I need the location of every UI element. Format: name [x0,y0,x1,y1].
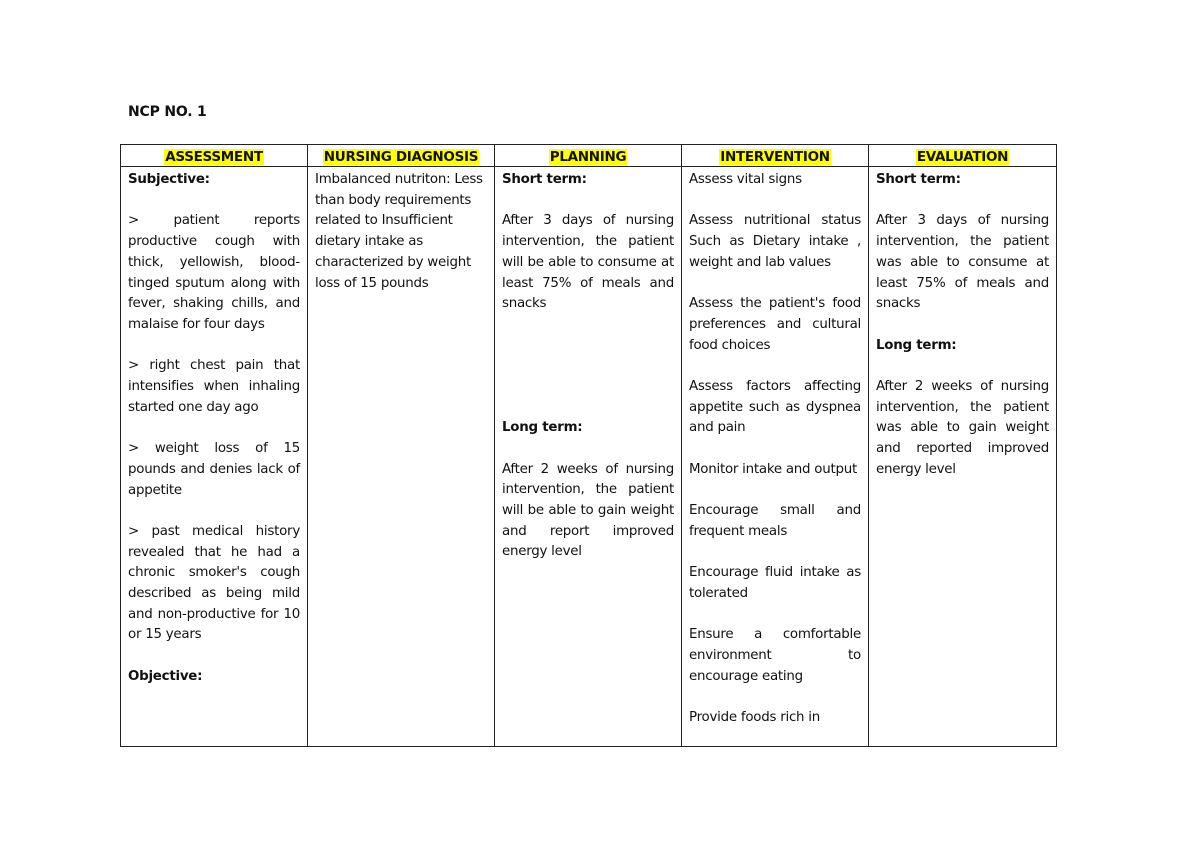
evaluation-short-text: After 3 days of nursing intervention, the patient was able to consume at least 75% of meals and snacks [876,213,1049,312]
header-planning-label: PLANNING [549,149,627,165]
assessment-cell [121,167,308,747]
intervention-item: Assess the patient's food preferences and cultural food choices [689,296,861,353]
diagnosis-cell [308,167,495,747]
header-diagnosis-label: NURSING DIAGNOSIS [323,149,479,165]
content-row [121,167,1057,747]
intervention-item: Encourage fluid intake as tolerated [689,565,861,601]
page-title: NCP NO. 1 [128,104,207,120]
planning-short-text: After 3 days of nursing intervention, the patient will be able to consume at least 75% of meals and snacks [502,213,674,312]
evaluation-long-label: Long term: [876,337,957,353]
intervention-item: Assess nutritional status Such as Dietary intake , weight and lab values [689,213,861,270]
header-intervention-label: INTERVENTION [720,149,830,165]
planning-short-label: Short term: [502,172,587,187]
header-diagnosis [308,145,495,167]
header-evaluation-label: EVALUATION [916,149,1009,165]
header-assessment-label: ASSESSMENT [165,149,263,165]
header-evaluation [869,145,1057,167]
diagnosis-text: Imbalanced nutriton: Less than body requirements related to Insufficient dietary intake as characterized by weight loss of 15 pounds [315,172,483,291]
evaluation-long-text: After 2 weeks of nursing intervention, the patient was able to gain weight and reported improved energy level [876,378,1049,477]
header-row [121,145,1057,167]
intervention-item: Encourage small and frequent meals [689,503,861,539]
intervention-item: Monitor intake and output [689,461,857,477]
assessment-item: > right chest pain that intensifies when inhaling started one day ago [128,358,300,415]
ncp-table [120,144,1057,747]
header-planning [495,145,682,167]
subjective-label: Subjective: [128,172,210,187]
header-intervention [682,145,869,167]
assessment-item: > weight loss of 15 pounds and denies lack of appetite [128,441,300,498]
planning-long-text: After 2 weeks of nursing intervention, the patient will be able to gain weight and report improved energy level [502,461,674,560]
assessment-item: > patient reports productive cough with thick, yellowish, blood-tinged sputum along with fever, shaking chills, and malaise for four days [128,213,300,332]
planning-long-label: Long term: [502,420,583,436]
intervention-cell [682,167,869,747]
intervention-item: Assess vital signs [689,172,802,187]
intervention-item: Ensure a comfortable environment to encourage eating [689,627,861,684]
assessment-item: > past medical history revealed that he had a chronic smoker's cough described as being mild and non-productive for 10 or 15 years [128,523,300,643]
header-assessment [121,145,308,167]
objective-label: Objective: [128,668,203,684]
intervention-item: Assess factors affecting appetite such as dyspnea and pain [689,378,861,436]
intervention-item: Provide foods rich in [689,710,821,726]
planning-cell [495,167,682,747]
evaluation-cell [869,167,1057,747]
evaluation-short-label: Short term: [876,172,961,187]
